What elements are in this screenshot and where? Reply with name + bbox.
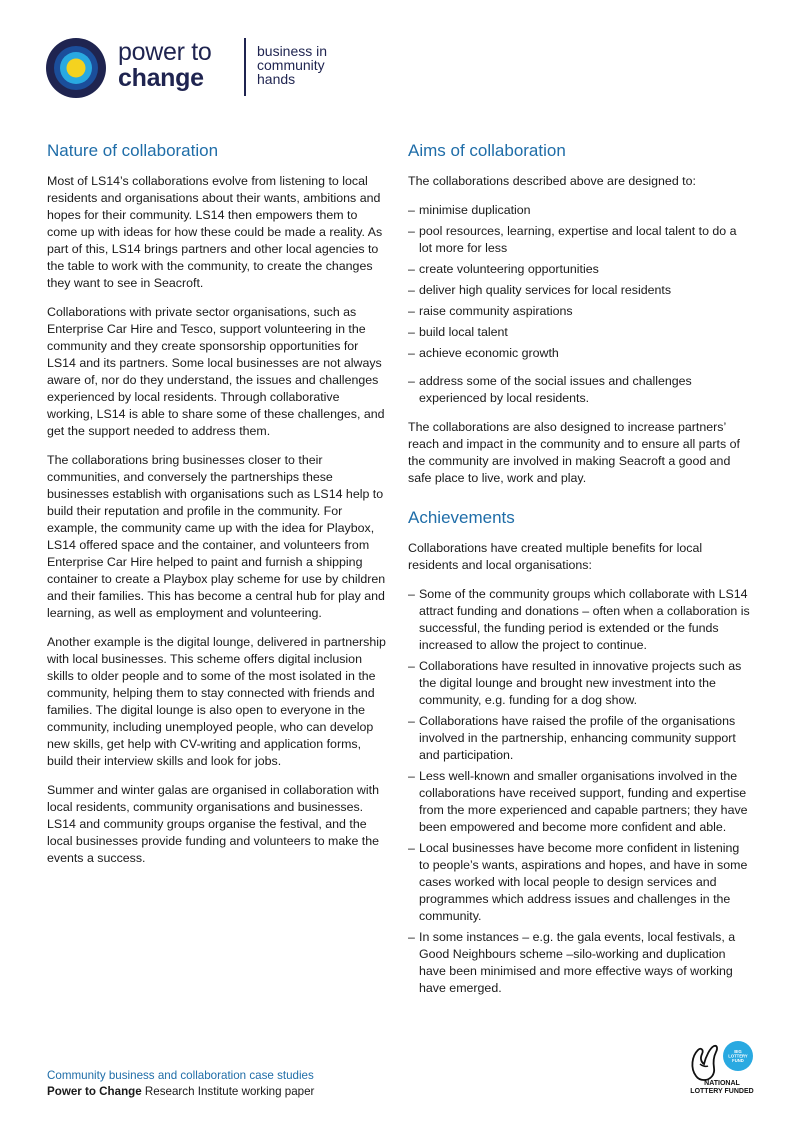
footer [47,1068,314,1100]
nature-paragraph-5: Summer and winter galas are organised in collaboration with local residents, community organisations and businesses. LS14 and community groups organise the festival, and the local businesses provide funding and volunteers to make the events a success. [47,783,380,865]
aims-heading: Aims of collaboration [408,141,566,160]
footer-working-paper [47,1084,314,1100]
list-item: – deliver high quality services for local residents [408,282,753,299]
footer-brand: Power to Change [47,1085,142,1098]
footer-series-title: Community business and collaboration case studies [47,1069,314,1082]
list-item: – address some of the social issues and challenges experienced by local residents. [408,373,753,407]
list-item: – Collaborations have resulted in innovative projects such as the digital lounge and brought new investment into the community, e.g. funding for a dog show. [408,658,753,709]
tagline-line-1: business in [257,43,328,59]
left-column [47,140,389,879]
right-column [408,140,753,1009]
achievements-list [408,586,753,997]
nature-paragraph-2: Collaborations with private sector organisations, such as Enterprise Car Hire and Tesco, support volunteering in the community and they create sponsorship opportunities for LS14 and its partners. Some local businesses are not always aware of, nor do they understand, the issues and challenges experienced by local residents. Through collaborative working, LS14 is able to share some of these challenges, and get the support needed to address them. [47,305,385,438]
lottery-label-line-2: LOTTERY FUNDED [690,1088,754,1095]
brand-line-2: change [118,64,204,92]
power-to-change-logo-icon [46,38,106,98]
list-item: – achieve economic growth [408,345,753,362]
footer-paper-type: Research Institute working paper [141,1085,315,1098]
tagline-line-3: hands [257,71,296,87]
list-item: – Collaborations have raised the profile of the organisations involved in the partnership, enhancing community support and participation. [408,713,753,764]
nature-heading: Nature of collaboration [47,141,219,160]
list-item: – Local businesses have become more confident in listening to people’s wants, aspirations and hopes, and have in some cases worked with local people to design services and programmes which address issues and challenges in the community. [408,840,753,925]
lottery-label [682,1080,762,1096]
aims-intro: The collaborations described above are designed to: [408,174,696,188]
list-item: – raise community aspirations [408,303,753,320]
brand-wordmark [118,39,238,91]
list-item: – Less well-known and smaller organisations involved in the collaborations have received support, funding and expertise from the more experienced and capable partners; they have been empowered and become more confident and able. [408,768,753,836]
tagline-line-2: community [257,57,325,73]
lottery-label-line-1: NATIONAL [704,1080,740,1087]
nature-paragraph-1: Most of LS14’s collaborations evolve from listening to local residents and organisations about their wants, ambitions and hopes for their community. LS14 then empowers them to come up with ideas for how these could be made a reality. As part of this, LS14 brings partners and other local agencies to the table to work with the community, to create the changes they want to see in Seacroft. [47,174,383,290]
achievements-intro: Collaborations have created multiple benefits for local residents and local organisations: [408,541,703,572]
list-item: – Some of the community groups which collaborate with LS14 attract funding and donations – often when a collaboration is successful, the funding period is extended or the funds increased to allow the project to continue. [408,586,753,654]
achievements-heading: Achievements [408,508,515,527]
brand-tagline [257,44,367,86]
list-item: – pool resources, learning, expertise and local talent to do a lot more for less [408,223,753,257]
lottery-circle-text: BIG LOTTERY FUND [728,1049,748,1063]
nature-paragraph-4: Another example is the digital lounge, delivered in partnership with local businesses. This scheme offers digital inclusion skills to older people and to some of the most isolated in the community, helping them to stay connected with friends and families. The digital lounge is also open to everyone in the community, including unemployed people, who can develop new skills, get help with CV-writing and application forms, build their interview skills and look for jobs. [47,635,386,768]
list-item: – minimise duplication [408,202,753,219]
nature-paragraph-3: The collaborations bring businesses closer to their communities, and conversely the partnerships these businesses establish with organisations such as LS14 help to build their reputation and profile in the community. For example, the community came up with the idea for Playbox, LS14 offered space and the container, and volunteers from Enterprise Car Hire helped to paint and furnish a shipping container to create a Playbox play scheme for use by children and their families. This has become a central hub for play and learning, as well as employment and volunteering. [47,453,386,620]
list-item: – build local talent [408,324,753,341]
brand-line-1: power to [118,38,212,66]
list-item: – In some instances – e.g. the gala events, local festivals, a Good Neighbours scheme –silo-working and duplication have been minimised and more effective ways of working have emerged. [408,929,753,997]
aims-list [408,202,753,407]
aims-outro: The collaborations are also designed to increase partners’ reach and impact in the community and to ensure all parts of the community are involved in making Seacroft a good and safe place to live, work and play. [408,420,740,485]
list-item: – create volunteering opportunities [408,261,753,278]
brand-divider [244,38,246,96]
